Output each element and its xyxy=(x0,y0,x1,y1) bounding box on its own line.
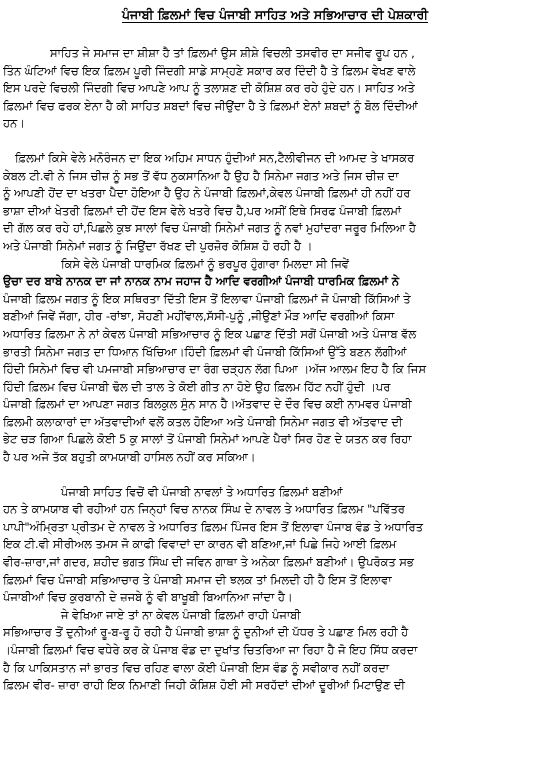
text-line: ਬਣੀਆਂ ਜਿਵੇਂ ਜੱਗਾ, ਹੀਰ -ਰਾਂਝਾ, ਸੋਹਣੀ ਮਹੀਂਵਾਲ,ਸੱਸੀ-ਪੁਨੂੰ ,ਜੀਉਣਾਂ ਮੌੜ ਆਦਿ ਵਰਗੀਆਂ ਕਿਸਾ xyxy=(3,309,395,324)
text-line: ਹਿੰਦੀ ਫ਼ਿਲਮ ਵਿਚ ਪੰਜਾਬੀ ਢੋਲ ਦੀ ਤਾਲ ਤੇ ਕੋਈ ਗੀਤ ਨਾ ਹੋਏ ਉਹ ਫ਼ਿਲਮ ਹਿੱਟ ਨਹੀਂ ਹੁੰਦੀ ।ਪਰ xyxy=(3,379,391,394)
text-line: ਪੰਜਾਬੀ ਫ਼ਿਲਮਾਂ ਦਾ ਆਪਣਾ ਜਗਤ ਬਿਲਕੁਲ ਸੁੰਨ ਸਾਨ ਹੈ।ਅੱਤਵਾਦ ਦੇ ਦੌਰ ਵਿਚ ਕਈ ਨਾਮਵਰ ਪੰਜਾਬੀ xyxy=(3,397,412,412)
text-line: ਫ਼ਿਲਮ ਵੀਰ- ਜ਼ਾਰਾ ਰਾਹੀ ਇਕ ਨਿਮਾਣੀ ਜਿਹੀ ਕੋਸ਼ਿਸ਼ ਹੋਈ ਸੀ ਸਰਹੱਦਾਂ ਦੀਆਂ ਦੂਰੀਆਂ ਮਿਟਾਉਣ ਦੀ xyxy=(3,678,405,693)
text-line: ਉਚਾ ਦਰ ਬਾਬੇ ਨਾਨਕ ਦਾ ਜਾਂ ਨਾਨਕ ਨਾਮ ਜਹਾਜ ਹੈ ਆਦਿ ਵਰਗੀਆਂ ਪੰਜਾਬੀ ਧਾਰਮਿਕ ਫ਼ਿਲਮਾਂ ਨੇ xyxy=(3,274,399,289)
text-line: ਇਸ ਪਰਦੇ ਵਿਚਲੀ ਜਿੰਦਗੀ ਵਿਚ ਆਪਣੇ ਆਪ ਨੂੰ ਤਲਾਸ਼ਣ ਦੀ ਕੋਸ਼ਿਸ਼ ਕਰ ਰਹੇ ਹੁੰਦੇ ਹਨ। ਸਾਹਿਤ ਅਤੇ xyxy=(3,81,415,96)
text-line: ਹਨ ਤੇ ਕਾਮਯਾਬ ਵੀ ਰਹੀਆਂ ਹਨ ਜਿਨ੍ਹਾਂ ਵਿਚ ਨਾਨਕ ਸਿੰਘ ਦੇ ਨਾਵਲ ਤੇ ਅਧਾਰਿਤ ਫ਼ਿਲਮ "ਪਵਿੱਤਰ xyxy=(3,502,405,517)
paragraph-literature xyxy=(3,484,547,695)
text-line: ਜੇ ਵੇਖਿਆ ਜਾਏ ਤਾਂ ਨਾ ਕੇਵਲ ਪੰਜਾਬੀ ਫ਼ਿਲਮਾਂ ਰਾਹੀ ਪੰਜਾਬੀ xyxy=(61,607,301,622)
text-line: ਹਿੰਦੀ ਸਿਨੇਮਾਂ ਵਿਚ ਵੀ ਪਮਜਾਬੀ ਸਭਿਆਚਾਰ ਦਾ ਰੰਗ ਚੜ੍ਹਨ ਲੱਗ ਪਿਆ ।ਅੱਜ ਆਲਮ ਇਹ ਹੈ ਕਿ ਜਿਸ xyxy=(3,362,426,377)
text-line: ਫ਼ਿਲਮੀ ਕਲਾਕਾਰਾਂ ਦਾ ਅੱਤਵਾਦੀਆਂ ਵਲੋਂ ਕਤਲ ਹੋਇਆ ਅਤੇ ਪੰਜਾਬੀ ਸਿਨੇਮਾ ਜਗਤ ਵੀ ਅੱਤਵਾਦ ਦੀ xyxy=(3,414,403,429)
text-line: ਭਾਰਤੀ ਸਿਨੇਮਾ ਜਗਤ ਦਾ ਧਿਆਨ ਖਿੱਚਿਆ।ਹਿੰਦੀ ਫ਼ਿਲਮਾਂ ਵੀ ਪੰਜਾਬੀ ਕਿੱਸਿਆਂ ਉੱਤੇ ਬਣਨ ਲੱਗੀਆਂ xyxy=(3,344,407,359)
text-line: ਫ਼ਿਲਮਾਂ ਵਿਚ ਪੰਜਾਬੀ ਸਭਿਆਚਾਰ ਤੇ ਪੰਜਾਬੀ ਸਮਾਜ ਦੀ ਝਲਕ ਤਾਂ ਮਿਲਦੀ ਹੀ ਹੈ ਇਸ ਤੋਂ ਇਲਾਵਾ xyxy=(3,572,392,587)
text-line: ਪੰਜਾਬੀ ਫ਼ਿਲਮ ਜਗਤ ਨੂੰ ਇਕ ਸਥਿਰਤਾ ਦਿੱਤੀ ਇਸ ਤੋਂ ਇਲਾਵਾ ਪੰਜਾਬੀ ਫ਼ਿਲਮਾਂ ਜੋ ਪੰਜਾਬੀ ਕਿੱਸਿਆਂ ਤੇ xyxy=(3,291,411,306)
document-body xyxy=(3,45,547,712)
text-line: ਅਤੇ ਪੰਜਾਬੀ ਸਿਨੇਮਾਂ ਜਗਤ ਨੂੰ ਜਿਉਂਦਾ ਰੱਖਣ ਦੀ ਪੁਰਜ਼ੋਰ ਕੋਸ਼ਿਸ਼ ਹੋ ਰਹੀ ਹੈ । xyxy=(3,238,313,253)
text-line: ਵੀਰ-ਜ਼ਾਰਾ,ਜਾਂ ਗਦਰ, ਸ਼ਹੀਦ ਭਗਤ ਸਿੰਘ ਦੀ ਜਵਿਨ ਗਾਥਾ ਤੇ ਅਨੇਕਾ ਫ਼ਿਲਮਾਂ ਬਣੀਆਂ। ਉਪਰੋਕਤ ਸਭ xyxy=(3,555,414,570)
text-line: ।ਪੰਜਾਬੀ ਫ਼ਿਲਮਾਂ ਵਿਚ ਵਧੇਰੇ ਕਰ ਕੇ ਪੰਜਾਬ ਵੰਡ ਦਾ ਦੁਖਾਂਤ ਚਿਤਰਿਆ ਜਾ ਰਿਹਾ ਹੈ ਜੋ ਇਹ ਸਿੱਧ ਕਰਦਾ xyxy=(3,643,418,657)
text-line: ਕਿਸੇ ਵੇਲੇ ਪੰਜਾਬੀ ਧਾਰਮਿਕ ਫ਼ਿਲਮਾਂ ਨੂੰ ਭਰਪੂਰ ਹੁੰਗਾਰਾ ਮਿਲਦਾ ਸੀ ਜਿਵੇਂ xyxy=(61,256,349,271)
text-line: ਫ਼ਿਲਮਾਂ ਕਿਸੇ ਵੇਲੇ ਮਨੋਰੰਜਨ ਦਾ ਇਕ ਅਹਿਮ ਸਾਧਨ ਹੁੰਦੀਆਂ ਸਨ,ਟੈਲੀਵੀਜਨ ਦੀ ਆਮਦ ਤੇ ਖਾਸਕਰ xyxy=(15,150,415,165)
text-line: ਤਿੰਨ ਘੰਟਿਆਂ ਵਿਚ ਇਕ ਫ਼ਿਲਮ ਪੂਰੀ ਜਿੰਦਗੀ ਸਾਡੇ ਸਾਮ੍ਹਣੇ ਸਕਾਰ ਕਰ ਦਿੰਦੀ ਹੈ ਤੇ ਫ਼ਿਲਮ ਵੇਖਣ ਵਾਲੇ xyxy=(3,63,416,78)
text-line: ਹਨ। xyxy=(3,116,25,131)
text-line: ਪੰਜਾਬੀਆਂ ਵਿਚ ਕੁਰਬਾਨੀ ਦੇ ਜ਼ਜਬੇ ਨੂੰ ਵੀ ਬਾਖੂਬੀ ਬਿਆਨਿਆ ਜਾਂਦਾ ਹੈ। xyxy=(3,590,293,605)
text-line: ਫ਼ਿਲਮਾਂ ਵਿਚ ਫਰਕ ਏਨਾ ਹੈ ਕੀ ਸਾਹਿਤ ਸ਼ਬਦਾਂ ਵਿਚ ਜੀਉਂਦਾ ਹੈ ਤੇ ਫ਼ਿਲਮਾਂ ਏਨਾਂ ਸ਼ਬਦਾਂ ਨੂੰ ਬੋਲ ਦਿੰਦੀਆਂ xyxy=(3,98,418,113)
text-line: ਦੀ ਗੱਲ ਕਰ ਰਹੇ ਹਾਂ,ਪਿਛਲੇ ਕੁਝ ਸਾਲਾਂ ਵਿਚ ਪੰਜਾਬੀ ਸਿਨੇਮਾਂ ਜਗਤ ਨੂੰ ਨਵਾਂ ਮੁਹਾਂਦਰਾ ਜਰੂਰ ਮਿਲਿਆ ਹੈ xyxy=(3,221,416,236)
text-line: ਪੰਜਾਬੀ ਸਾਹਿਤ ਵਿਚੋਂ ਵੀ ਪੰਜਾਬੀ ਨਾਵਲਾਂ ਤੇ ਅਧਾਰਿਤ ਫ਼ਿਲਮਾਂ ਬਣੀਆਂ xyxy=(61,484,343,499)
text-line: ਪਾਪੀ"ਅੰਮ੍ਰਿਤਾ ਪ੍ਰੀਤਮ ਦੇ ਨਾਵਲ ਤੇ ਅਧਾਰਿਤ ਫ਼ਿਲਮ ਪਿੰਜਰ ਇਸ ਤੋਂ ਇਲਾਵਾ ਪੰਜਾਬ ਵੰਡ ਤੇ ਅਧਾਰਿਤ xyxy=(3,519,423,534)
text-line: ਅਧਾਰਿਤ ਫ਼ਿਲਮਾ ਨੇ ਨਾਂ ਕੇਵਲ ਪੰਜਾਬੀ ਸਭਿਆਚਾਰ ਨੂੰ ਇਕ ਪਛਾਣ ਦਿੱਤੀ ਸਗੋਂ ਪੰਜਾਬੀ ਅਤੇ ਪੰਜਾਬ ਵੱਲ xyxy=(3,326,417,341)
text-line: ਹੈ ਕਿ ਪਾਕਿਸਤਾਨ ਜਾਂ ਭਾਰਤ ਵਿਚ ਰਹਿਣ ਵਾਲਾ ਕੋਈ ਪੰਜਾਬੀ ਇਸ ਵੰਡ ਨੂੰ ਸਵੀਕਾਰ ਨਹੀਂ ਕਰਦਾ xyxy=(3,660,389,675)
text-line: ਕੇਬਲ ਟੀ.ਵੀ ਨੇ ਜਿਸ ਚੀਜ਼ ਨੂੰ ਸਭ ਤੋਂ ਵੱਧ ਨੁਕਸਾਨਿਆ ਹੈ ਉਹ ਹੈ ਸਿਨੇਮਾ ਜਗਤ ਅਤੇ ਜਿਸ ਚੀਜ਼ ਦਾ xyxy=(3,168,399,183)
text-line: ਇਕ ਟੀ.ਵੀ ਸੀਰੀਅਲ ਤਮਸ ਜੋ ਕਾਫੀ ਵਿਵਾਦਾਂ ਦਾ ਕਾਰਨ ਵੀ ਬਣਿਆ,ਜਾਂ ਪਿਛੇ ਜਿਹੇ ਆਈ ਫ਼ਿਲਮ xyxy=(3,537,397,552)
text-line: ਨੂੰ ਆਪਣੀ ਹੋਂਦ ਦਾ ਖਤਰਾ ਪੈਦਾ ਹੋਇਆ ਹੈ ਉਹ ਨੇ ਪੰਜਾਬੀ ਫ਼ਿਲਮਾਂ,ਕੇਵਲ ਪੰਜਾਬੀ ਫ਼ਿਲਮਾਂ ਹੀ ਨਹੀਂ ਹਰ xyxy=(3,186,411,201)
document-title: ਪੰਜਾਬੀ ਫ਼ਿਲਮਾਂ ਵਿਚ ਪੰਜਾਬੀ ਸਾਹਿਤ ਅਤੇ ਸਭਿਆਚਾਰ ਦੀ ਪੇਸ਼ਕਾਰੀ xyxy=(121,7,428,22)
text-line: ਸਭਿਆਚਾਰ ਤੋਂ ਦੁਨੀਆਂ ਰੂ-ਬ-ਰੂ ਹੋ ਰਹੀ ਹੈ ਪੰਜਾਬੀ ਭਾਸ਼ਾ ਨੂੰ ਦੁਨੀਆਂ ਦੀ ਪੱਧਰ ਤੇ ਪਛਾਣ ਮਿਲ ਰਹੀ ਹੈ xyxy=(3,625,409,640)
text-line: ਭਾਸ਼ਾ ਦੀਆਂ ਖੇਤਰੀ ਫ਼ਿਲਮਾਂ ਦੀ ਹੋਂਦ ਇਸ ਵੇਲੇ ਖਤਰੇ ਵਿਚ ਹੈ,ਪਰ ਅਸੀਂ ਇਥੇ ਸਿਰਫ ਪੰਜਾਬੀ ਫ਼ਿਲਮਾਂ xyxy=(3,203,402,218)
text-line: ਸਾਹਿਤ ਜੇ ਸਮਾਜ ਦਾ ਸ਼ੀਸ਼ਾ ਹੈ ਤਾਂ ਫ਼ਿਲਮਾਂ ਉਸ ਸ਼ੀਸ਼ੇ ਵਿਚਲੀ ਤਸਵੀਰ ਦਾ ਸਜੀਵ ਰੂਪ ਹਨ , xyxy=(50,46,415,60)
paragraph-cinema xyxy=(3,150,547,467)
paragraph-intro xyxy=(3,45,547,133)
text-line: ਹੈ ਪਰ ਅਜੇ ਤੱਕ ਬਹੁਤੀ ਕਾਮਯਾਬੀ ਹਾਸਿਲ ਨਹੀਂ ਕਰ ਸਕਿਆ। xyxy=(3,450,256,465)
text-line: ਭੇਟ ਚੜ ਗਿਆ ਪਿਛਲੇ ਕੋਈ 5 ਕੁ ਸਾਲਾਂ ਤੋਂ ਪੰਜਾਬੀ ਸਿਨੇਮਾਂ ਆਪਣੇ ਪੈਰਾਂ ਸਿਰ ਹੋਣ ਦੇ ਯਤਨ ਕਰ ਰਿਹਾ xyxy=(3,432,412,447)
